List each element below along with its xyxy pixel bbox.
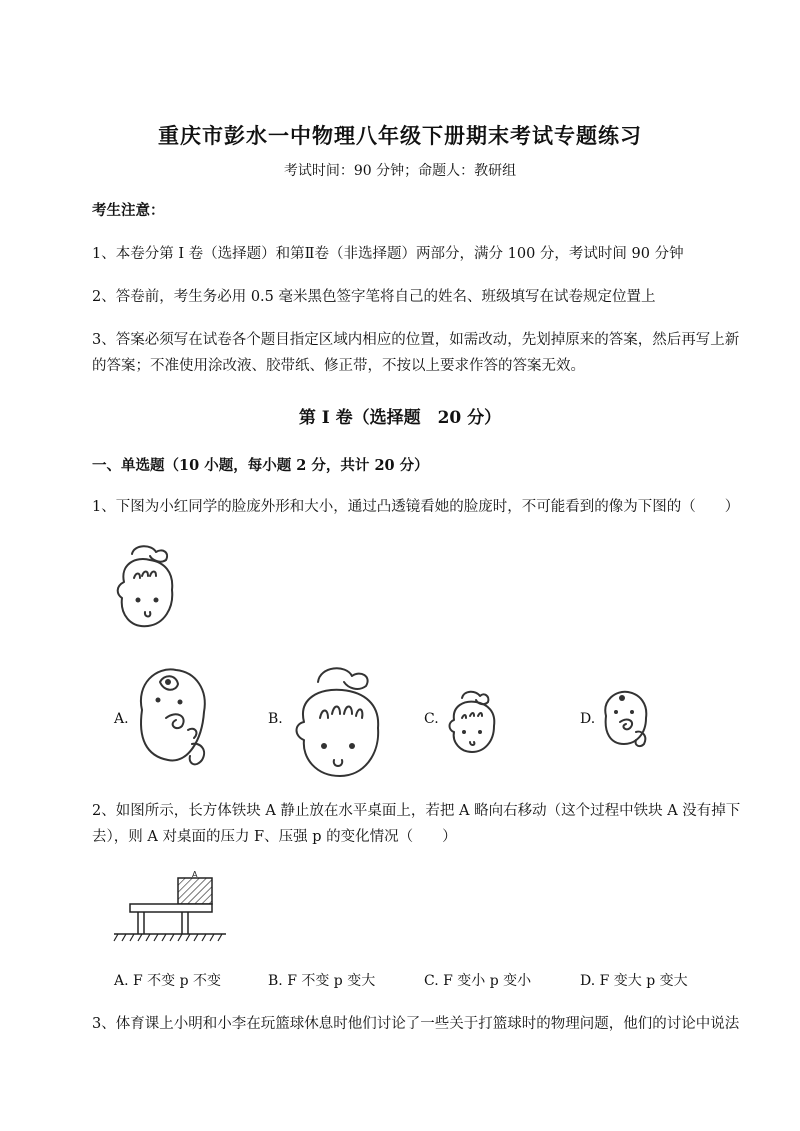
q1-option-b-label: B. <box>268 711 283 727</box>
question-3-stem: 3、体育课上小明和小李在玩篮球休息时他们讨论了一些关于打篮球时的物理问题，他们的讨论中说法 <box>92 1016 740 1032</box>
page-title: 重庆市彭水一中物理八年级下册期末考试专题练习 <box>158 123 642 148</box>
question-2-stem: 2、如图所示，长方体铁块 A 静止放在水平桌面上，若把 A 略向右移动（这个过程中铁块 A 没有掉下去），则 A 对桌面的压力 F、压强 p 的变化情况（ ） <box>92 803 741 845</box>
q2-option-d: D. F 变大 p 变大 <box>580 973 688 989</box>
q1-option-c-label: C. <box>424 711 439 727</box>
block-label: A <box>192 870 198 879</box>
notice-item-1: 1、本卷分第 I 卷（选择题）和第Ⅱ卷（非选择题）两部分，满分 100 分，考试时间 90 分钟 <box>92 246 684 262</box>
notice-item-2: 2、答卷前，考生务必用 0.5 毫米黑色签字笔将自己的姓名、班级填写在试卷规定位置上 <box>92 289 656 305</box>
q1-option-b-face <box>290 662 390 780</box>
part-heading: 一、单选题（10 小题，每小题 2 分，共计 20 分） <box>92 457 429 474</box>
question-1-stem: 1、下图为小红同学的脸庞外形和大小，通过凸透镜看她的脸庞时，不可能看到的像为下图的（ ） <box>92 499 740 515</box>
table-block-figure <box>110 868 230 944</box>
q1-option-c-face <box>446 688 500 754</box>
exam-info: 考试时间：90 分钟；命题人：教研组 <box>283 163 517 179</box>
notice-item-3: 3、答案必须写在试卷各个题目指定区域内相应的位置，如需改动，先划掉原来的答案，然后再写上新的答案；不准使用涂改液、胶带纸、修正带，不按以上要求作答的答案无效。 <box>92 332 740 374</box>
q1-option-d-face <box>600 686 650 750</box>
q1-option-d-label: D. <box>580 711 596 727</box>
q1-option-a-face <box>132 660 212 770</box>
section-title: 第 I 卷（选择题 20 分） <box>298 408 502 428</box>
q2-option-c: C. F 变小 p 变小 <box>424 973 532 989</box>
q1-option-a-label: A. <box>114 711 129 727</box>
reference-face-image <box>112 542 182 632</box>
q2-option-b: B. F 不变 p 变大 <box>268 973 376 989</box>
notice-heading: 考生注意： <box>92 202 165 219</box>
q2-option-a: A. F 不变 p 不变 <box>114 973 222 989</box>
